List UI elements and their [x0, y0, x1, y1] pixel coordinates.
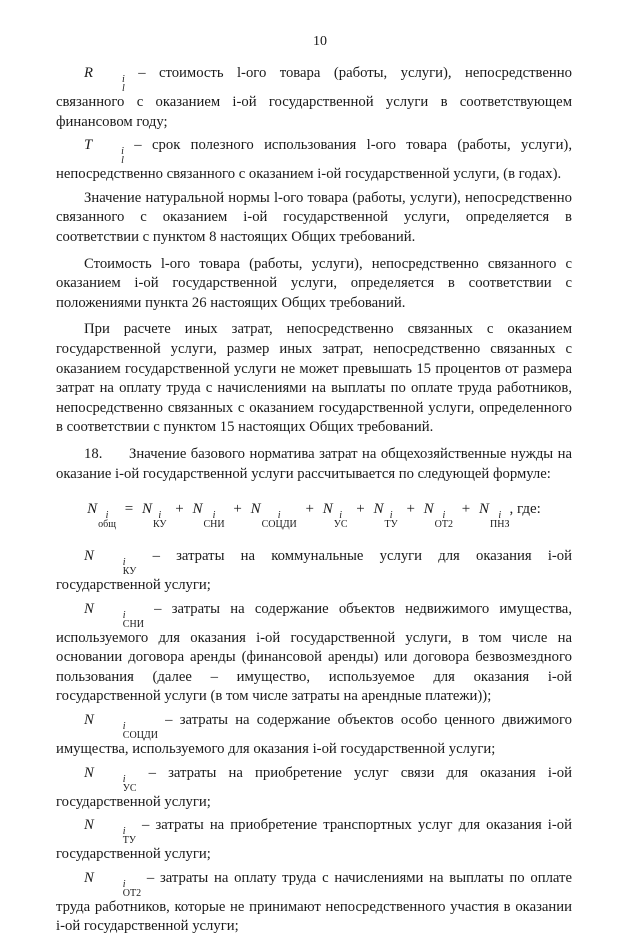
paragraph-other-costs: При расчете иных затрат, непосредственно связанных с оказанием государственной услуги, размер иных затрат, непосредственно связанных с оказанием государственной услуги не может превышать 15 процентов от размера затрат на оплату труда с начислениями на выплаты по оплате труда работников, непосредственно связанных с оказанием государственной услуги, определенного в соответствии с пунктом 15 настоящих Общих требований. — [56, 321, 572, 436]
term-sni — [56, 600, 572, 707]
clause-text: Значение базового норматива затрат на общехозяйственные нужды на оказание i-ой государственной услуги рассчитывается по следующей формуле: — [56, 445, 573, 482]
formula-tail: , где: — [509, 501, 541, 518]
formula-plus: + — [356, 501, 365, 518]
document-body — [56, 64, 572, 941]
clause-number: 18. — [84, 445, 103, 462]
definition-T — [56, 136, 572, 185]
paragraph-18 — [56, 445, 572, 484]
term-us-symbol: N i УС — [84, 764, 137, 794]
term-tu-text: – затраты на приобретение транспортных услуг для оказания i-ой государственной услуги; — [56, 817, 572, 863]
symbol-T: T i l — [84, 137, 124, 167]
formula-term-ku: N i КУ — [141, 501, 167, 531]
term-ku-text: – затраты на коммунальные услуги для оказания i-ой государственной услуги; — [56, 548, 572, 594]
formula-plus: + — [406, 501, 415, 518]
definition-R — [56, 64, 572, 132]
formula-term-ot2: N i ОТ2 — [423, 501, 454, 531]
formula-term-socdi: N i СОЦДИ — [250, 501, 297, 531]
formula-plus: + — [305, 501, 314, 518]
term-sni-text: – затраты на содержание объектов недвижимого имущества, используемого для оказания i-ой государственной услуги, в том числе на основании договора аренды (финансовой аренды) или договора безвозмездного пользования (далее – имущество, используемое для оказания i-ой государственной услуги (в том числе затраты на арендные платежи)); — [56, 600, 572, 705]
formula-equals: = — [124, 501, 134, 518]
formula — [56, 500, 572, 529]
term-ku — [56, 547, 572, 596]
paragraph-cost: Стоимость l-ого товара (работы, услуги), непосредственно связанного с оказанием i-ой государственной услуги, определяется в соответствии с положениями пункта 26 настоящих Общих требований. — [56, 255, 572, 311]
formula-term-pnz: N i ПНЗ — [478, 501, 510, 531]
term-ot2-text: – затраты на оплату труда с начислениями на выплаты по оплате труда работников, которые не принимают непосредственного участия в оказании i-ой государственной услуги; — [56, 869, 572, 935]
term-tu-symbol: N i ТУ — [84, 817, 136, 847]
formula-plus: + — [461, 501, 471, 518]
symbol-R: R i l — [84, 65, 125, 94]
definition-R-text: – стоимость l-ого товара (работы, услуги), непосредственно связанного с оказанием i-ой государственной услуги в соответствующем финансовом году; — [56, 65, 572, 130]
definition-T-text: – срок полезного использования l-ого товара (работы, услуги), непосредственно связанного с оказанием i-ой государственной услуги, (в годах). — [56, 137, 572, 183]
page-number: 10 — [313, 34, 327, 49]
paragraph-natural-norm: Значение натуральной нормы l-ого товара (работы, услуги), непосредственно связанного с оказанием i-ой государственной услуги, определяется в соответствии с пунктом 8 настоящих Общих требований. — [56, 189, 572, 245]
term-socdi-symbol: N i СОЦДИ — [84, 712, 158, 742]
term-us — [56, 764, 572, 813]
term-ot2-symbol: N i ОТ2 — [84, 869, 142, 899]
formula-plus: + — [233, 501, 242, 518]
term-socdi-text: – затраты на содержание объектов особо ценного движимого имущества, используемого для оказания i-ой государственной услуги; — [56, 712, 572, 758]
term-socdi — [56, 711, 572, 760]
formula-term-tu: N i ТУ — [373, 501, 398, 531]
term-tu — [56, 816, 572, 865]
term-ku-symbol: N i КУ — [84, 548, 137, 578]
term-ot2 — [56, 869, 572, 937]
formula-term-us: N i УС — [322, 501, 348, 531]
formula-plus: + — [175, 501, 184, 518]
term-sni-symbol: N i СНИ — [84, 600, 144, 630]
formula-lhs: N i общ — [87, 501, 116, 531]
term-us-text: – затраты на приобретение услуг связи для оказания i-ой государственной услуги; — [56, 764, 572, 810]
formula-term-sni: N i СНИ — [192, 501, 225, 531]
